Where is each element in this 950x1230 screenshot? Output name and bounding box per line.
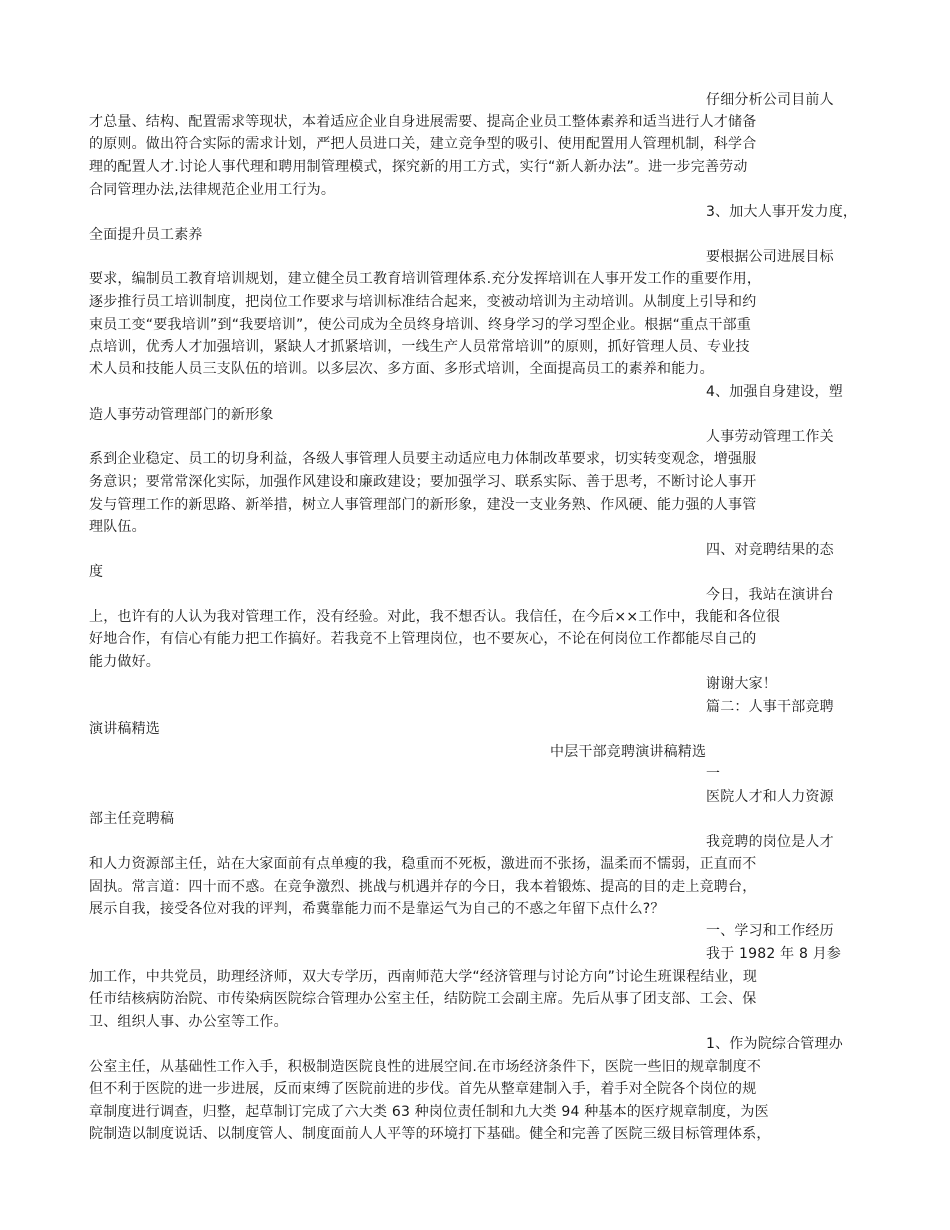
text-line: 但不利于医院的进一步进展，反而束缚了医院前进的步伐。首先从整章建制入手，着手对全院各个岗位的规 <box>89 1081 757 1097</box>
text-line: 任市结核病防治院、市传染病医院综合管理办公室主任，结防院工会副主席。先后从事了团支部、工会、保 <box>89 991 757 1007</box>
document-title: 中层干部竞聘演讲稿精选 <box>550 744 707 760</box>
text-line: 束员工变“要我培训”到“我要培训”，使公司成为全员终身培训、终身学习的学习型企业。根据“重点干部重 <box>89 317 752 333</box>
section-heading: 医院人才和人力资源 <box>706 789 834 805</box>
text-line: 要根据公司进展目标 <box>706 249 834 265</box>
text-line: 逐步推行员工培训制度，把岗位工作要求与培训标准结合起来，变被动培训为主动培训。从制度上引导和约 <box>89 294 757 310</box>
section-heading: 造人事劳动管理部门的新形象 <box>89 407 274 423</box>
section-heading: 3、加大人事开发力度， <box>706 204 858 220</box>
text-line: 仔细分析公司目前人 <box>706 92 834 108</box>
text-line: 好地合作，有信心有能力把工作搞好。若我竞不上管理岗位，也不要灰心，不论在何岗位工作都能尽自己的 <box>89 631 757 647</box>
section-heading: 篇二：人事干部竞聘 <box>706 699 834 715</box>
text-line: 谢谢大家！ <box>706 676 777 692</box>
text-line: 人事劳动管理工作关 <box>706 429 834 445</box>
section-heading: 演讲稿精选 <box>89 721 160 737</box>
text-line: 理的配置人才.讨论人事代理和聘用制管理模式，探究新的用工方式，实行“新人新办法”。进一步完善劳动 <box>89 159 748 175</box>
text-line: 今日，我站在演讲台 <box>706 587 834 603</box>
text-line: 章制度进行调查，归整，起草制订完成了六大类 63 种岗位责任制和九大类 94 种基本的医疗规章制度，为医 <box>89 1104 769 1120</box>
text-line: 的原则。做出符合实际的需求计划，严把人员进口关，建立竞争型的吸引、使用配置用人管理机制，科学合 <box>89 136 757 152</box>
text-line: 和人力资源部主任，站在大家面前有点单瘦的我，稳重而不死板，激进而不张扬，温柔而不懦弱，正直而不 <box>89 856 757 872</box>
section-heading: 四、对竞聘结果的态 <box>706 542 834 558</box>
text-line: 上，也许有的人认为我对管理工作，没有经验。对此，我不想否认。我信任，在今后××工作中，我能和各位很 <box>89 609 781 625</box>
text-line: 加工作，中共党员，助理经济师，双大专学历，西南师范大学“经济管理与讨论方向”讨论生班课程结业，现 <box>89 969 758 985</box>
text-line: 理队伍。 <box>89 519 146 535</box>
text-line: 发与管理工作的新思路、新举措，树立人事管理部门的新形象，建没一支业务熟、作风硬、能力强的人事管 <box>89 497 757 513</box>
text-line: 固执。常言道：四十而不惑。在竞争激烈、挑战与机遇并存的今日，我本着锻炼、提高的目的走上竞聘台， <box>89 879 757 895</box>
text-line: 要求，编制员工教育培训规划，建立健全员工教育培训管理体系.充分发挥培训在人事开发工作的重要作用， <box>89 271 762 287</box>
section-heading: 全面提升员工素养 <box>89 227 203 243</box>
text-line: 务意识；要常常深化实际，加强作风建设和廉政建设；要加强学习、联系实际、善于思考，不断讨论人事开 <box>89 474 757 490</box>
text-line: 能力做好。 <box>89 654 160 670</box>
section-heading: 部主任竞聘稿 <box>89 811 175 827</box>
text-line: 系到企业稳定、员工的切身利益，各级人事管理人员要主动适应电力体制改革要求，切实转变观念，增强服 <box>89 451 757 467</box>
section-heading: 度 <box>89 564 104 580</box>
text-line: 我于 1982 年 8 月参 <box>706 946 842 962</box>
text-line: 卫、组织人事、办公室等工作。 <box>89 1014 288 1030</box>
text-line: 院制造以制度说话、以制度管人、制度面前人人平等的环境打下基础。健全和完善了医院三级目标管理体系， <box>89 1126 771 1142</box>
text-line: 点培训，优秀人才加强培训，紧缺人才抓紧培训，一线生产人员常常培训”的原则，抓好管理人员、专业技 <box>89 339 750 355</box>
text-line: 公室主任，从基础性工作入手，积极制造医院良性的进展空间.在市场经济条件下，医院一些旧的规章制度不 <box>89 1059 762 1075</box>
text-line: 展示自我，接受各位对我的评判，希冀靠能力而不是靠运气为自己的不惑之年留下点什么?？ <box>89 901 665 917</box>
section-heading: 一、学习和工作经历 <box>706 923 834 939</box>
text-line: 术人员和技能人员三支队伍的培训。以多层次、多方面、多形式培训，全面提高员工的素养和能力。 <box>89 361 714 377</box>
text-line: 才总量、结构、配置需求等现状，本着适应企业自身进展需要、提高企业员工整体素养和适当进行人才储备 <box>89 114 757 130</box>
section-heading: 4、加强自身建设，塑 <box>706 384 843 400</box>
text-line: 合同管理办法,法律规范企业用工行为。 <box>89 182 336 198</box>
text-line: 1、作为院综合管理办 <box>706 1036 843 1052</box>
text-line: 我竞聘的岗位是人才 <box>706 834 834 850</box>
text-line: 一 <box>706 766 721 782</box>
